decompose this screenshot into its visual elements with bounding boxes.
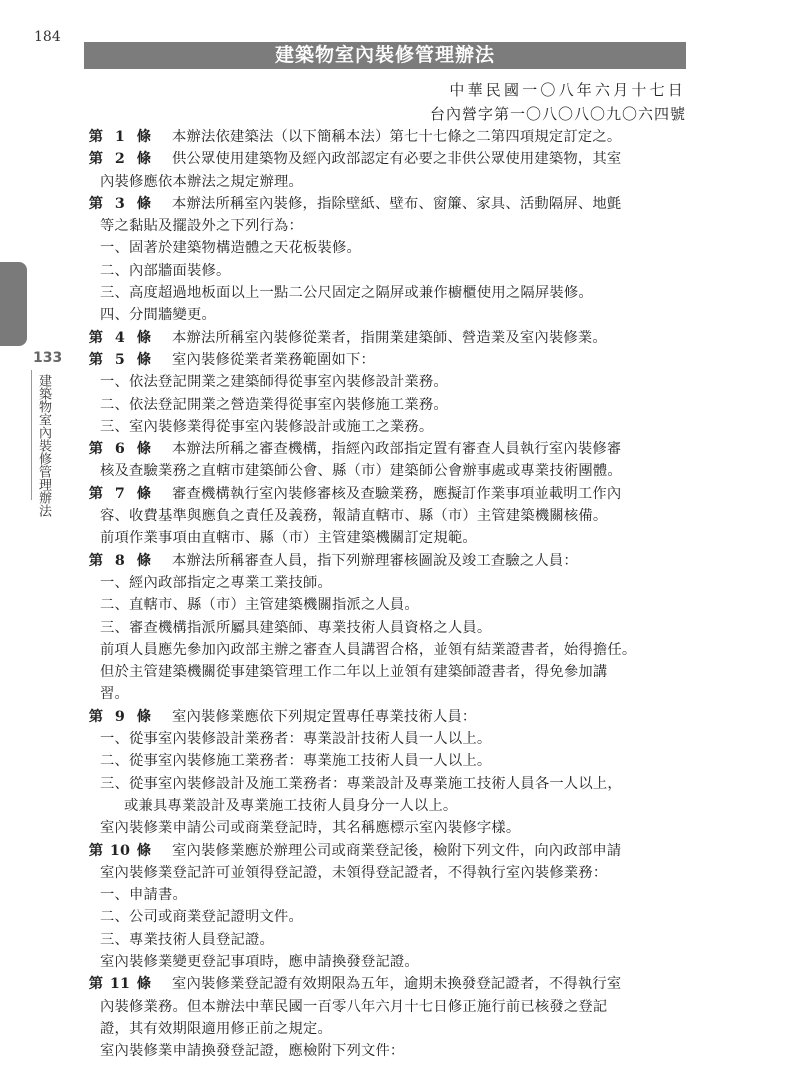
article-line <box>84 483 688 505</box>
line-text: 本辦法所稱室內裝修，指除壁紙、壁布、窗簾、家具、活動隔屏、地氈 <box>172 195 622 212</box>
article-label-part: 條 <box>136 485 152 502</box>
article-number-label <box>84 706 172 728</box>
side-index-number: 133 <box>33 350 63 366</box>
article-line <box>84 148 688 170</box>
text-line <box>84 260 688 282</box>
article-label-part: 第 <box>88 195 104 212</box>
line-text: 室內裝修業登記證有效期限為五年，逾期未換發登記證者，不得執行室 <box>172 976 622 993</box>
article-label-part: 條 <box>136 708 152 725</box>
article-label-part: 條 <box>136 351 152 368</box>
line-text: 三、從事室內裝修設計及施工業務者：專業設計及專業施工技術人員各一人以上， <box>100 775 622 792</box>
line-text: 本辦法依建築法（以下簡稱本法）第七十七條之二第四項規定訂定之。 <box>172 129 622 145</box>
line-text: 或兼具專業設計及專業施工技術人員身分一人以上。 <box>124 797 458 814</box>
article-label-part: 10 <box>109 842 131 859</box>
line-text: 前項人員應先參加內政部主辦之審查人員講習合格，並領有結業證書者，始得擔任。 <box>100 641 637 658</box>
article-label-part: 4 <box>114 329 126 346</box>
article-number-label <box>84 327 172 349</box>
line-text: 三、專業技術人員登記證。 <box>100 931 274 948</box>
text-line <box>84 1040 688 1062</box>
text-line <box>84 862 688 884</box>
line-text: 一、經內政部指定之專業工業技師。 <box>100 574 332 591</box>
line-text: 但於主管建築機關從事建築管理工作二年以上並領有建築師證書者，得免參加講 <box>100 664 608 681</box>
line-text: 室內裝修業變更登記事項時，應申請換發登記證。 <box>100 953 419 970</box>
article-line <box>84 550 688 572</box>
line-text: 一、從事室內裝修設計業務者：專業設計技術人員一人以上。 <box>100 731 492 748</box>
text-line <box>84 572 688 594</box>
article-number-label <box>84 483 172 505</box>
chapter-side-tab <box>0 262 27 346</box>
text-line <box>84 304 688 326</box>
line-text: 室內裝修業應於辦理公司或商業登記後，檢附下列文件，向內政部申請 <box>172 842 622 859</box>
article-number-label <box>84 438 172 460</box>
article-label-part: 2 <box>114 151 126 168</box>
text-line <box>84 282 688 304</box>
text-line <box>84 215 688 237</box>
article-number-label <box>84 550 172 572</box>
text-line <box>84 929 688 951</box>
article-label-part: 第 <box>88 329 104 346</box>
line-text: 一、申請書。 <box>100 887 187 904</box>
line-text: 一、依法登記開業之建築師得從事室內裝修設計業務。 <box>100 374 448 391</box>
line-text: 二、直轄市、縣（市）主管建築機關指派之人員。 <box>100 597 419 614</box>
line-text: 本辦法所稱之審查機構，指經內政部指定置有審查人員執行室內裝修審 <box>172 441 622 458</box>
text-line <box>84 884 688 906</box>
text-line <box>84 996 688 1018</box>
line-text: 二、內部牆面裝修。 <box>100 262 231 279</box>
line-text: 前項作業事項由直轄市、縣（市）主管建築機關訂定規範。 <box>100 530 477 547</box>
line-text: 本辦法所稱審查人員，指下列辦理審核圖說及竣工查驗之人員： <box>172 552 578 569</box>
article-label-part: 第 <box>88 151 104 168</box>
article-label-part: 第 <box>88 441 104 458</box>
article-line <box>84 126 688 148</box>
text-line <box>84 394 688 416</box>
text-line <box>84 728 688 750</box>
article-label-part: 5 <box>114 351 126 368</box>
article-line <box>84 349 688 371</box>
text-line <box>84 237 688 259</box>
line-text: 二、從事室內裝修施工業務者：專業施工技術人員一人以上。 <box>100 753 492 770</box>
article-line <box>84 840 688 862</box>
page-number: 184 <box>34 29 61 45</box>
article-number-label <box>84 193 172 215</box>
article-label-part: 6 <box>114 441 126 458</box>
line-text: 一、固著於建築物構造體之天花板裝修。 <box>100 240 361 257</box>
article-number-label <box>84 973 172 995</box>
article-label-part: 9 <box>114 708 126 725</box>
line-text: 內裝修應依本辦法之規定辦理。 <box>100 173 303 190</box>
article-label-part: 第 <box>88 708 104 725</box>
line-text: 二、公司或商業登記證明文件。 <box>100 909 303 926</box>
article-number-label <box>84 126 172 148</box>
text-line <box>84 527 688 549</box>
article-line <box>84 706 688 728</box>
article-label-part: 8 <box>114 552 126 569</box>
article-label-part: 第 <box>88 552 104 569</box>
article-label-part: 條 <box>136 195 152 212</box>
promulgation-date: 中華民國一〇八年六月十七日 <box>449 81 686 99</box>
article-number-label <box>84 349 172 371</box>
article-label-part: 條 <box>136 552 152 569</box>
text-line <box>84 661 688 683</box>
text-line <box>84 951 688 973</box>
document-reference-number: 台內營字第一〇八〇八〇九〇六四號 <box>429 105 686 123</box>
line-text: 三、室內裝修業得從事室內裝修設計或施工之業務。 <box>100 418 434 435</box>
article-label-part: 條 <box>136 441 152 458</box>
line-text: 內裝修業務。但本辦法中華民國一百零八年六月十七日修正施行前已核發之登記 <box>100 998 608 1015</box>
text-line <box>84 505 688 527</box>
line-text: 四、分間牆變更。 <box>100 307 216 324</box>
article-label-part: 條 <box>136 329 152 346</box>
text-line <box>84 416 688 438</box>
line-text: 供公眾使用建築物及經內政部認定有必要之非供公眾使用建築物，其室 <box>172 151 622 168</box>
article-line <box>84 193 688 215</box>
line-text: 核及查驗業務之直轄市建築師公會、縣（市）建築師公會辦事處或專業技術團體。 <box>100 463 622 480</box>
line-text: 本辦法所稱室內裝修從業者，指開業建築師、營造業及室內裝修業。 <box>172 329 607 346</box>
text-line <box>84 906 688 928</box>
text-line <box>84 683 688 705</box>
line-text: 室內裝修從業者業務範圍如下： <box>172 351 375 368</box>
line-text: 室內裝修業應依下列規定置專任專業技術人員： <box>172 708 477 725</box>
article-label-part: 條 <box>136 842 152 859</box>
line-text: 審查機構執行室內裝修審核及查驗業務，應擬訂作業事項並載明工作內 <box>172 485 622 502</box>
article-label-part: 第 <box>88 485 104 502</box>
text-line <box>84 750 688 772</box>
text-line <box>84 617 688 639</box>
text-line <box>84 371 688 393</box>
side-running-title: 建築物室內裝修管理辦法 <box>36 374 51 517</box>
article-label-part: 1 <box>114 129 126 145</box>
article-number-label <box>84 840 172 862</box>
line-text: 室內裝修業申請換發登記證，應檢附下列文件： <box>100 1043 405 1060</box>
article-line <box>84 438 688 460</box>
article-label-part: 第 <box>88 842 104 859</box>
line-text: 室內裝修業申請公司或商業登記時，其名稱應標示室內裝修字樣。 <box>100 820 521 837</box>
line-text: 二、依法登記開業之營造業得從事室內裝修施工業務。 <box>100 396 448 413</box>
text-line <box>84 817 688 839</box>
side-divider <box>31 370 32 500</box>
article-label-part: 條 <box>136 129 152 145</box>
line-text: 等之黏貼及擺設外之下列行為： <box>100 218 303 235</box>
text-line <box>84 795 688 817</box>
line-text: 證，其有效期限適用修正前之規定。 <box>100 1020 332 1037</box>
page-title: 建築物室內裝修管理辦法 <box>84 42 686 69</box>
line-text: 習。 <box>100 686 129 703</box>
article-label-part: 第 <box>88 351 104 368</box>
article-line <box>84 327 688 349</box>
text-line <box>84 639 688 661</box>
article-label-part: 7 <box>114 485 126 502</box>
text-line <box>84 1018 688 1040</box>
line-text: 容、收費基準與應負之責任及義務，報請直轄市、縣（市）主管建築機關核備。 <box>100 508 608 525</box>
article-label-part: 第 <box>88 129 104 145</box>
article-label-part: 條 <box>136 976 152 993</box>
article-label-part: 3 <box>114 195 126 212</box>
line-text: 三、審查機構指派所屬具建築師、專業技術人員資格之人員。 <box>100 619 492 636</box>
text-line <box>84 594 688 616</box>
text-line <box>84 773 688 795</box>
line-text: 三、高度超過地板面以上一點二公尺固定之隔屏或兼作櫥櫃使用之隔屏裝修。 <box>100 285 593 302</box>
article-label-part: 條 <box>136 151 152 168</box>
regulation-body <box>84 126 688 1062</box>
text-line <box>84 460 688 482</box>
article-label-part: 11 <box>109 976 131 993</box>
text-line <box>84 171 688 193</box>
article-line <box>84 973 688 995</box>
line-text: 室內裝修業登記許可並領得登記證，未領得登記證者，不得執行室內裝修業務： <box>100 864 608 881</box>
article-label-part: 第 <box>88 976 104 993</box>
article-number-label <box>84 148 172 170</box>
